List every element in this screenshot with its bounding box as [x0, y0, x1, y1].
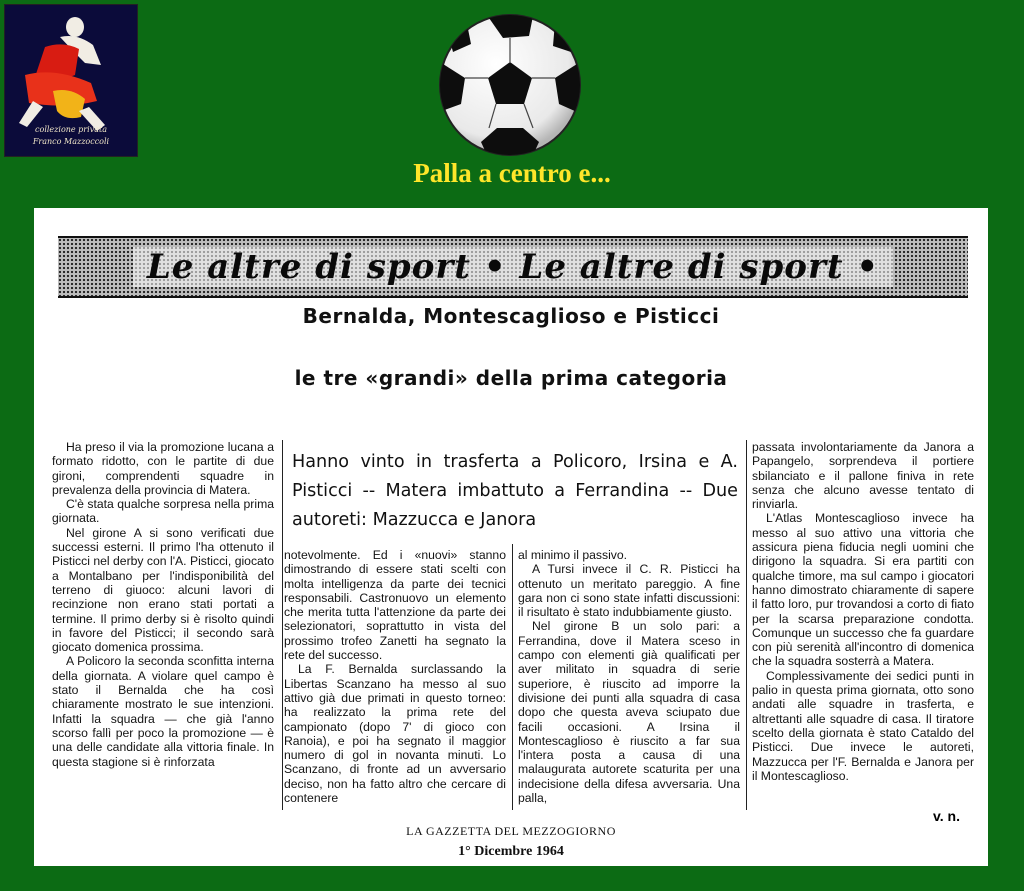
col2-paragraph: La F. Bernalda surclassando la Libertas Scanzano ha messo al suo attivo già due primati in questo torneo: ha realizzato la prima rete del campionato (dopo 7' di gioco con Ranoia), e poi ha segnato il maggior numero di gol in novanta minuti. Lo Scanzano, di fronte ad un avversario deciso, non ha fatto altro che cercare di contenere [284, 662, 506, 806]
headline-line1: Bernalda, Montescaglioso e Pisticci [302, 304, 720, 328]
collection-logo [4, 4, 138, 157]
banner-text: Le altre di sport • Le altre di sport • [133, 247, 893, 287]
col1-paragraph: C'è stata qualche sorpresa nella prima giornata. [52, 497, 274, 526]
column-rule [512, 544, 513, 810]
column-rule [746, 440, 747, 810]
col2-paragraph: notevolmente. Ed i «nuovi» stanno dimostrando di essere stati scelti con molta intelligenza da parte dei tecnici responsabili. Castronuovo un elemento che merita tutta l'attenzione da parte dei selezionatori, soprattutto in vista del prossimo trofeo Zanetti ha segnato la rete del successo. [284, 548, 506, 663]
article-column-3 [518, 548, 740, 805]
headline-line2: le tre «grandi» della prima categoria [294, 366, 728, 390]
page-title: Palla a centro e... [413, 158, 611, 188]
col1-paragraph: Ha preso il via la promozione lucana a formato ridotto, con le partite di due gironi, comprendenti squadre in prevalenza della provincia di Matera. [52, 440, 274, 497]
article-column-4 [752, 440, 974, 783]
logo-caption-line1: collezione privata [35, 125, 107, 134]
publication-date: 1° Dicembre 1964 [458, 844, 564, 859]
col1-paragraph: A Policoro la seconda sconfitta interna della giornata. A violare quel campo è stato il Bernalda che ha così chiaramente mostrato le sue intenzioni. Infatti la squadra — che già l'anno scorso fallì per poco la promozione — è una delle candidate alla vittoria finale. In questa stagione si è rinforzata [52, 654, 274, 769]
article-column-1 [52, 440, 274, 769]
author-initials: v. n. [933, 808, 960, 824]
col3-paragraph: A Tursi invece il C. R. Pisticci ha ottenuto un meritato pareggio. A fine gara non ci sono state infatti discussioni: il risultato è stato indubbiamente giusto. [518, 562, 740, 620]
soccer-ball-icon [437, 12, 583, 158]
col1-paragraph: Nel girone A si sono verificati due successi esterni. Il primo l'ha ottenuto il Pisticci nel derby con l'A. Pisticci, giocato a Montalbano per l'indisponibilità del terreno di giuoco: alcuni lavori di recinzione non erano stati portati a termine. Il primo derby si è risolto quindi in favore del Pisticci; il secondo sarà giocato domenica prossima. [52, 525, 274, 655]
article-column-2 [284, 548, 506, 805]
col4-paragraph: passata involontariamente da Janora a Papangelo, sorprendeva il portiere sbilanciato e il pallone finiva in rete senza che alcuno avesse tentato di rinviarla. [752, 440, 974, 512]
column-rule [282, 440, 283, 810]
newspaper-masthead: LA GAZZETTA DEL MEZZOGIORNO [406, 824, 616, 838]
col4-paragraph: Complessivamente dei sedici punti in palio in questa prima giornata, otto sono andati alle squadre in trasferta, e altrettanti alle squadre di casa. Il tiratore scelto della giornata è stato Cataldo del Pisticci. Due invece le autoreti, Mazzucca per l'F. Bernalda e Janora per il Montescaglioso. [752, 668, 974, 783]
col4-paragraph: L'Atlas Montescaglioso invece ha messo al suo attivo una vittoria che assicura piena fiducia negli uomini che dirigono la squadra. Si era partiti con qualche timore, ma sul campo i giocatori hanno dimostrato chiaramente di sapere il fatto loro, pur trovandosi a corto di fiato per la scarsa preparazione condotta. Comunque un successo che fa guardare con più serenità all'incontro di domenica che la squadra sosterrà a Matera. [752, 511, 974, 669]
col3-paragraph: Nel girone B un solo pari: a Ferrandina, dove il Matera sceso in campo con elementi già qualificati per aver militato in squadra di serie superiore, è riuscito ad imporre la divisione dei punti alla squadra di casa dopo che questa aveva sciupato due facili occasioni. A Irsina il Montescaglioso è riuscito a far sua l'intera posta a causa di una malaugurata autorete scaturita per una indecisione della difesa avversaria. Una palla, [518, 619, 740, 806]
logo-caption-line2: Franco Mazzoccoli [32, 137, 110, 146]
article-subhead: Hanno vinto in trasferta a Policoro, Irsina e A. Pisticci -- Matera imbattuto a Ferrandina -- Due autoreti: Mazzucca e Janora [292, 452, 738, 530]
section-banner [58, 236, 968, 298]
col3-paragraph: al minimo il passivo. [518, 548, 628, 562]
newspaper-clipping [34, 208, 988, 866]
